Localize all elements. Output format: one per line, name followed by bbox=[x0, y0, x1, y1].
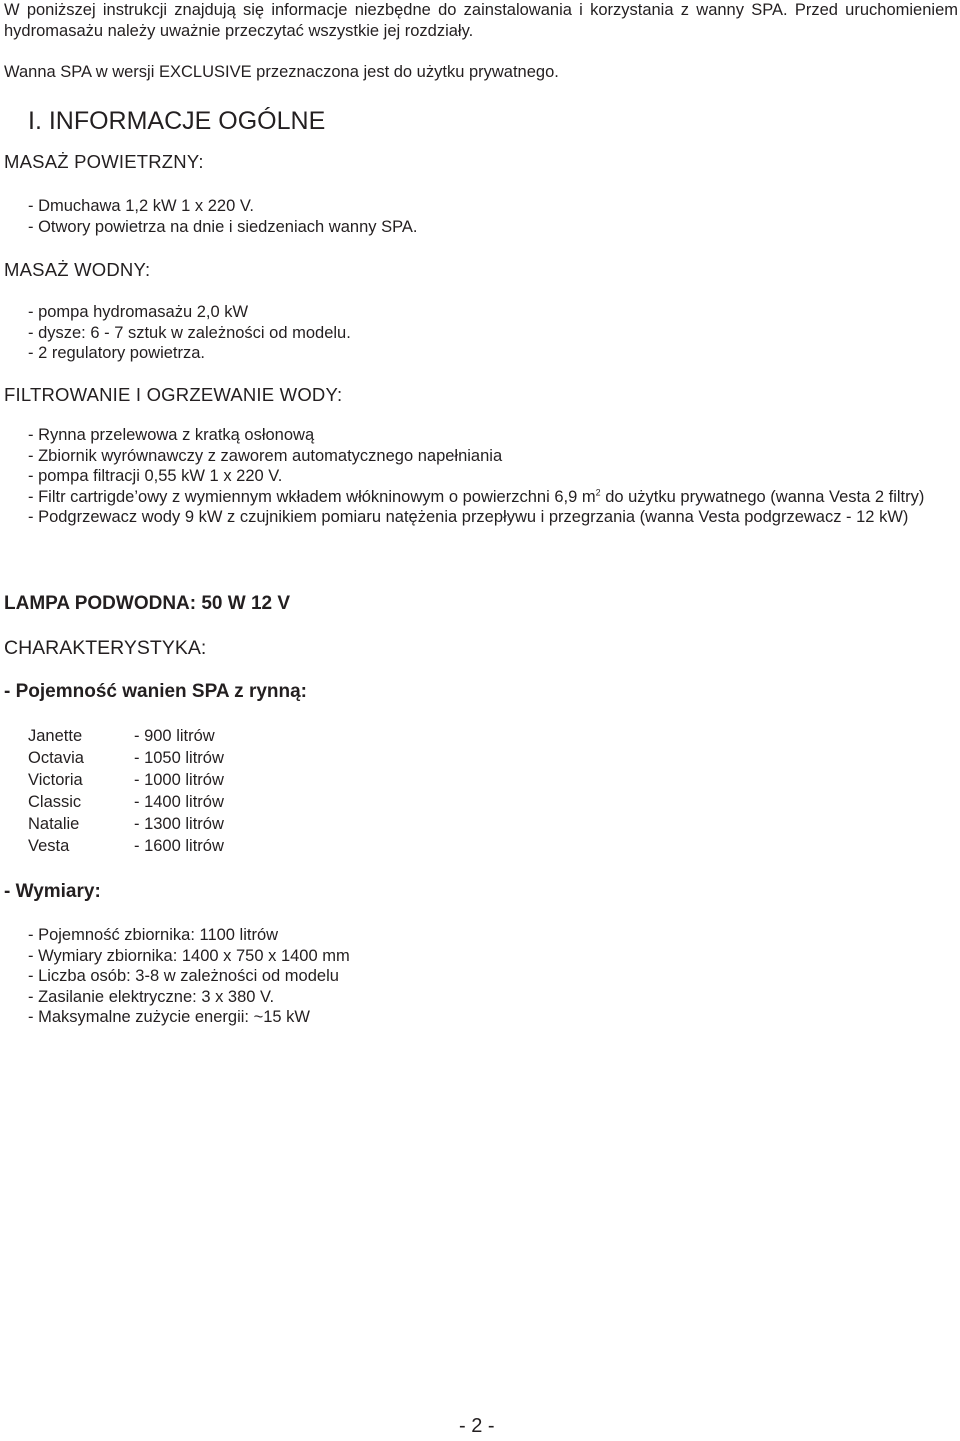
filtering-list bbox=[28, 425, 958, 528]
filtering-heading: FILTROWANIE I OGRZEWANIE WODY: bbox=[4, 384, 343, 405]
model-capacity: - 1400 litrów bbox=[134, 792, 224, 811]
model-capacity: - 1050 litrów bbox=[134, 748, 224, 767]
intro-paragraph: W poniższej instrukcji znajdują się informacje niezbędne do zainstalowania i korzystania z wanny SPA. Przed uruchomieniem hydromasażu należy uważnie przeczytać wszystkie jej rozdziały. bbox=[4, 1, 958, 40]
model-capacity: - 1000 litrów bbox=[134, 770, 224, 789]
model-capacity: - 1600 litrów bbox=[134, 836, 224, 855]
capacity-table bbox=[28, 725, 224, 857]
page-number: - 2 - bbox=[459, 1415, 495, 1437]
list-item: - Zasilanie elektryczne: 3 x 380 V. bbox=[28, 987, 275, 1006]
model-name: Octavia bbox=[28, 748, 84, 767]
list-item: - Zbiornik wyrównawczy z zaworem automatycznego napełniania bbox=[28, 446, 503, 465]
water-massage-heading: MASAŻ WODNY: bbox=[4, 259, 151, 280]
list-item: - 2 regulatory powietrza. bbox=[28, 344, 205, 362]
list-item: - Otwory powietrza na dnie i siedzeniach wanny SPA. bbox=[28, 217, 418, 236]
dimensions-list bbox=[28, 925, 350, 1028]
model-capacity: - 1300 litrów bbox=[134, 814, 224, 833]
table-row bbox=[28, 725, 224, 747]
table-row bbox=[28, 791, 224, 813]
model-capacity: - 900 litrów bbox=[134, 726, 215, 745]
list-item-filter: - Filtr cartrigde’owy z wymiennym wkładem włókninowym o powierzchni 6,9 $m^2$ do użytku prywatnego (wanna Vesta 2 filtry) bbox=[28, 487, 925, 506]
list-item: - Dmuchawa 1,2 kW 1 x 220 V. bbox=[28, 197, 254, 215]
characteristics-heading: CHARAKTERYSTYKA: bbox=[4, 637, 207, 659]
table-row bbox=[28, 835, 224, 857]
table-row bbox=[28, 747, 224, 769]
model-name: Janette bbox=[28, 726, 83, 745]
list-item: - Wymiary zbiornika: 1400 x 750 x 1400 mm bbox=[28, 946, 350, 965]
table-row bbox=[28, 813, 224, 835]
list-item: - dysze: 6 - 7 sztuk w zależności od modelu. bbox=[28, 323, 351, 342]
list-item: - Liczba osób: 3-8 w zależności od modelu bbox=[28, 967, 339, 985]
list-item: - pompa filtracji 0,55 kW 1 x 220 V. bbox=[28, 467, 283, 485]
section-title: I. INFORMACJE OGÓLNE bbox=[28, 107, 326, 135]
list-item: - Rynna przelewowa z kratką osłonową bbox=[28, 426, 315, 444]
list-item: - Maksymalne zużycie energii: ~15 kW bbox=[28, 1008, 310, 1026]
intro-private-use: Wanna SPA w wersji EXCLUSIVE przeznaczona jest do użytku prywatnego. bbox=[4, 63, 559, 81]
model-name: Victoria bbox=[28, 770, 83, 789]
table-row bbox=[28, 769, 224, 791]
air-massage-heading: MASAŻ POWIETRZNY: bbox=[4, 151, 204, 172]
model-name: Natalie bbox=[28, 814, 80, 833]
water-massage-list bbox=[28, 302, 351, 364]
lamp-heading: LAMPA PODWODNA: 50 W 12 V bbox=[4, 593, 291, 614]
capacity-heading: - Pojemność wanien SPA z rynną: bbox=[4, 681, 308, 702]
model-name: Classic bbox=[28, 792, 82, 811]
model-name: Vesta bbox=[28, 836, 70, 855]
list-item: - pompa hydromasażu 2,0 kW bbox=[28, 303, 249, 321]
list-item: - Pojemność zbiornika: 1100 litrów bbox=[28, 926, 279, 944]
dimensions-heading: - Wymiary: bbox=[4, 881, 101, 902]
list-item-heater: - Podgrzewacz wody 9 kW z czujnikiem pomiaru natężenia przepływu i przegrzania (wanna Vesta podgrzewacz - 12 kW) bbox=[28, 508, 909, 526]
air-massage-list bbox=[28, 196, 417, 237]
